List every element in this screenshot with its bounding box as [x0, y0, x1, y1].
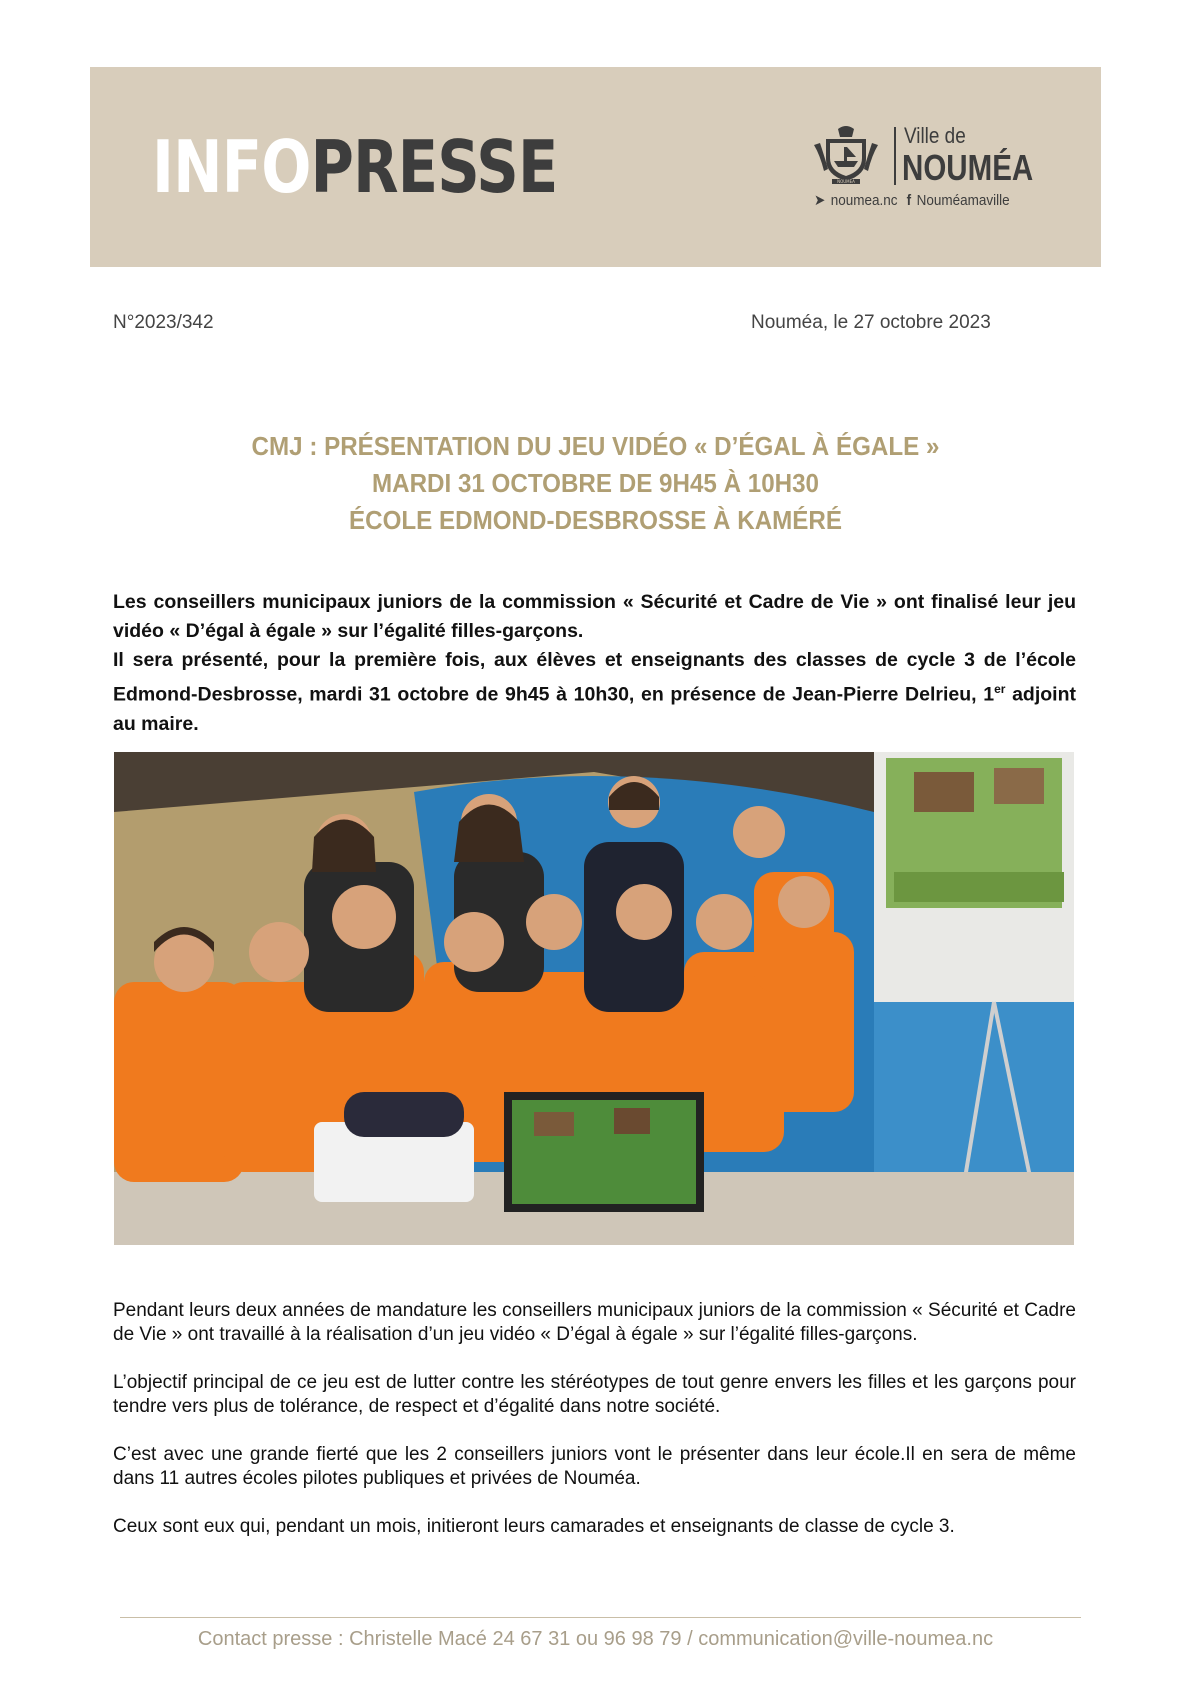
lead-p2-end: adjoint au maire.: [113, 683, 1076, 735]
web-arrow-icon: ➤: [814, 192, 826, 209]
lead-p1: Les conseillers municipaux juniors de la commission « Sécurité et Cadre de Vie » ont finalisé leur jeu vidéo « D’égal à égale » sur l’égalité filles-garçons.: [113, 591, 1076, 642]
title-line-3: ÉCOLE EDMOND-DESBROSSE À KAMÉRÉ: [348, 505, 843, 535]
body-paragraph-3: C’est avec une grande fierté que les 2 conseillers juniors vont le présenter dans leur école.Il en sera de même dans 11 autres écoles pilotes publiques et privées de Nouméa.: [113, 1444, 1076, 1489]
city-crest-icon: [812, 125, 880, 185]
header-banner: [90, 67, 1101, 267]
logo-social-links: [814, 191, 1015, 209]
ville-de-noumea-logo: [812, 125, 1052, 215]
infopresse-wordmark: [152, 127, 557, 207]
logo-facebook: Nouméamaville: [916, 192, 1010, 209]
lead-paragraph: [113, 588, 1076, 739]
group-photo: [114, 752, 1074, 1245]
footer-divider: [120, 1617, 1081, 1618]
footer-contact: Contact presse : Christelle Macé 24 67 31 ou 96 98 79 / communication@ville-noumea.nc: [197, 1628, 994, 1650]
lead-p2: [113, 646, 1076, 739]
body-text: [113, 1299, 1076, 1563]
logo-ville-de: Ville de: [904, 123, 966, 148]
brand-presse: PRESSE: [310, 125, 558, 209]
body-paragraph-2: L’objectif principal de ce jeu est de lutter contre les stéréotypes de tout genre envers les filles et les garçons pour tendre vers plus de tolérance, de respect et d’égalité dans notre société.: [113, 1372, 1076, 1417]
title-line-2: MARDI 31 OCTOBRE DE 9H45 À 10H30: [371, 468, 820, 498]
logo-divider: [894, 127, 896, 185]
logo-noumea: NOUMÉA: [902, 147, 1034, 188]
group-photo-illustration: [114, 752, 1074, 1245]
lead-p2-sup: er: [994, 682, 1006, 696]
press-title: [90, 428, 1101, 539]
press-reference: N°2023/342: [113, 312, 214, 333]
crest-motto: NOUMÉA: [837, 179, 855, 185]
brand-info: INFO: [152, 125, 311, 209]
body-paragraph-4: Ceux sont eux qui, pendant un mois, initieront leurs camarades et enseignants de classe de cycle 3.: [113, 1516, 955, 1537]
logo-website: noumea.nc: [830, 192, 898, 209]
press-date: Nouméa, le 27 octobre 2023: [751, 312, 991, 333]
title-line-1: CMJ : PRÉSENTATION DU JEU VIDÉO « D’ÉGAL À ÉGALE »: [251, 431, 940, 461]
body-paragraph-1: Pendant leurs deux années de mandature les conseillers municipaux juniors de la commission « Sécurité et Cadre de Vie » ont travaillé à la réalisation d’un jeu vidéo « D’égal à égale » sur l’égalité filles-garçons.: [113, 1300, 1076, 1345]
facebook-icon: f: [906, 192, 912, 209]
lead-p2-main: Il sera présenté, pour la première fois, aux élèves et enseignants des classes de cycle 3 de l’école Edmond-Desbrosse, mardi 31 octobre de 9h45 à 10h30, en présence de Jean-Pierre Delrieu, 1: [113, 649, 1076, 706]
